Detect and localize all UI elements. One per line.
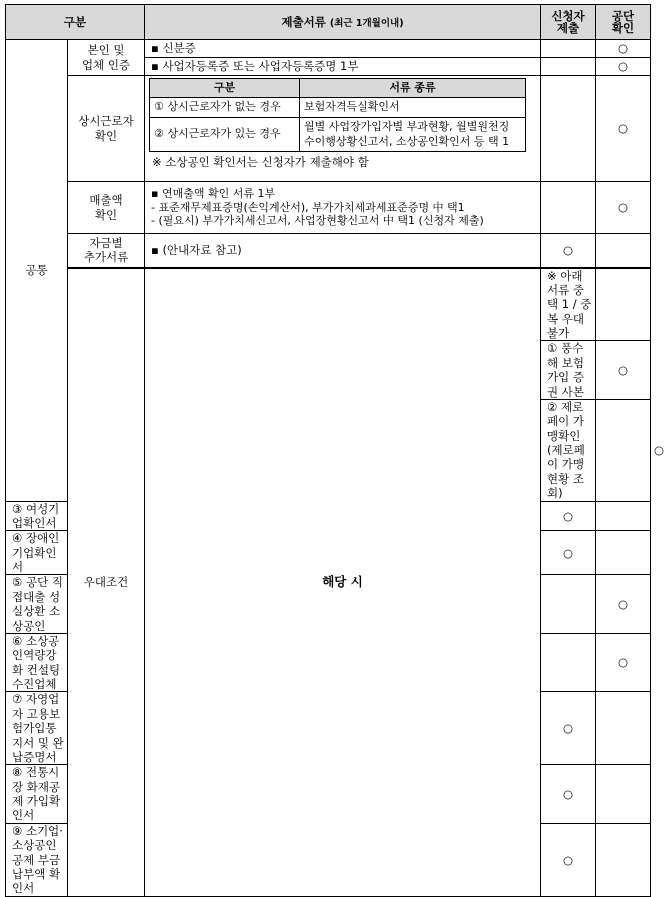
sales-label: [68, 182, 145, 234]
workers-label-line1: 상시근로자: [78, 114, 134, 129]
workers-agency-circle: ○: [596, 76, 651, 182]
preference-item-9-applicant-circle: ○: [541, 823, 596, 896]
identity-applicant-cell: [541, 40, 596, 58]
workers-label-line2: 확인: [94, 128, 118, 143]
sales-label-line2: 확인: [94, 207, 118, 222]
preference-item-9: ⑨ 소기업·소상공인공제 부금 납부액 확인서: [6, 823, 68, 896]
funds-label-line1: 자금별: [89, 235, 123, 250]
header-row: [6, 5, 651, 40]
sales-content: [145, 182, 541, 234]
funds-agency-cell: [596, 234, 651, 268]
inner-docs-with-workers: [300, 118, 526, 152]
preference-note-applicant: [596, 268, 651, 341]
document-table-wrapper: [5, 4, 664, 897]
header-category: 구분: [6, 5, 145, 40]
preference-item-2: ② 제로페이 가맹확인(제로페이 가맹현황 조회): [541, 399, 596, 501]
workers-inner-table: [149, 78, 526, 152]
preference-item-4-agency: [596, 531, 651, 575]
funds-label-line2: 추가서류: [83, 250, 129, 265]
preference-item-3: ③ 여성기업확인서: [6, 501, 68, 531]
preference-note: ※ 아래 서류 중 택 1 / 중복 우대 불가: [541, 268, 596, 341]
preference-item-6-agency-circle: ○: [596, 633, 651, 692]
preference-item-5-agency-circle: ○: [596, 575, 651, 634]
preference-item-6-applicant: [541, 633, 596, 692]
inner-docs-no-workers: 보험자격득실확인서: [300, 98, 526, 118]
preference-item-6: ⑥ 소상공인역량강화 컨설팅 수진업체: [6, 633, 68, 692]
identity-label-line2: 업체 인증: [81, 57, 131, 72]
identity-agency-circle-1: ○: [596, 40, 651, 58]
workers-content: [145, 76, 541, 182]
identity-row-1: [6, 40, 651, 58]
sales-row: [6, 182, 651, 234]
preference-item-5: ⑤ 공단 직접대출 성실상환 소상공인: [6, 575, 68, 634]
sales-line3: - (필요시) 부가가치세신고서, 사업장현황신고서 中 택1 (신청자 제출): [151, 214, 484, 228]
header-agency-line1: 공단: [611, 8, 635, 23]
workers-label: [68, 76, 145, 182]
sales-agency-circle: ○: [596, 182, 651, 234]
header-agency-verify: [596, 5, 651, 40]
sales-line2: - 표준재무제표증명(손익계산서), 부가가치세과세표준증명 中 택1: [151, 200, 465, 214]
funds-label: [68, 234, 145, 268]
preference-item-4-applicant-circle: ○: [541, 531, 596, 575]
identity-agency-circle-2: ○: [596, 58, 651, 76]
preference-item-row: ② 제로페이 가맹확인(제로페이 가맹현황 조회) ○: [6, 399, 651, 501]
identity-applicant-cell-2: [541, 58, 596, 76]
inner-header-category: 구분: [150, 79, 300, 98]
funds-row: [6, 234, 651, 268]
sales-label-line1: 매출액: [89, 193, 123, 208]
header-documents: [145, 5, 541, 40]
preference-item-8-applicant-circle: ○: [541, 765, 596, 824]
identity-item-business-reg: ▪ 사업자등록증 또는 사업자등록증명 1부: [145, 58, 541, 76]
preference-item-4: ④ 장애인기업확인서: [6, 531, 68, 575]
preference-item-8-agency: [596, 765, 651, 824]
header-applicant-line2: 제출: [556, 21, 580, 35]
preference-item-7-agency: [596, 692, 651, 765]
preference-note-row: [6, 268, 651, 341]
inner-docs-line2: 수이행상황신고서, 소상공인확인서 등 택 1: [304, 134, 510, 148]
funds-applicant-circle: ○: [541, 234, 596, 268]
identity-label-line1: 본인 및: [87, 43, 125, 58]
preference-item-9-agency: [596, 823, 651, 896]
preference-item-2-applicant: [596, 399, 651, 501]
preference-item-5-applicant: [541, 575, 596, 634]
header-agency-line2: 확인: [611, 21, 635, 35]
inner-docs-line1: 월별 사업장가입자별 부과현황, 월별원천징: [304, 120, 510, 134]
preference-item-7: ⑦ 자영업자 고용보험가입통지서 및 완납증명서: [6, 692, 68, 765]
inner-header-docs: 서류 종류: [300, 79, 526, 98]
header-applicant-submit: [541, 5, 596, 40]
identity-label: [68, 40, 145, 76]
identity-item-id-card: ▪ 신분증: [145, 40, 541, 58]
workers-applicant-cell: [541, 76, 596, 182]
header-documents-note: (최근 1개월이내): [329, 17, 404, 29]
inner-case-no-workers: ① 상시근로자가 없는 경우: [150, 98, 300, 118]
workers-row: [6, 76, 651, 182]
preference-item-1: ① 풍수해 보험 가입 증권 사본: [541, 341, 596, 400]
funds-item: ▪ (안내자료 참고): [145, 234, 541, 268]
preference-item-3-applicant-circle: ○: [541, 501, 596, 531]
common-label: 공통: [6, 40, 68, 502]
preference-item-8: ⑧ 전통시장 화재공제 가입확인서: [6, 765, 68, 824]
workers-note: ※ 소상공인 확인서는 신청자가 제출해야 함: [152, 155, 369, 169]
header-documents-label: 제출서류: [281, 14, 326, 29]
header-applicant-line1: 신청자: [551, 8, 585, 23]
required-documents-table: [5, 4, 664, 897]
preference-label: 우대조건: [68, 268, 145, 897]
sales-applicant-cell: [541, 182, 596, 234]
inner-case-with-workers: ② 상시근로자가 있는 경우: [150, 118, 300, 152]
preference-sub-label: 해당 시: [145, 268, 541, 897]
preference-item-7-applicant-circle: ○: [541, 692, 596, 765]
sales-line1: ▪ 연매출액 확인 서류 1부: [151, 186, 276, 200]
preference-item-1-applicant-circle: ○: [596, 341, 651, 400]
preference-item-3-agency: [596, 501, 651, 531]
